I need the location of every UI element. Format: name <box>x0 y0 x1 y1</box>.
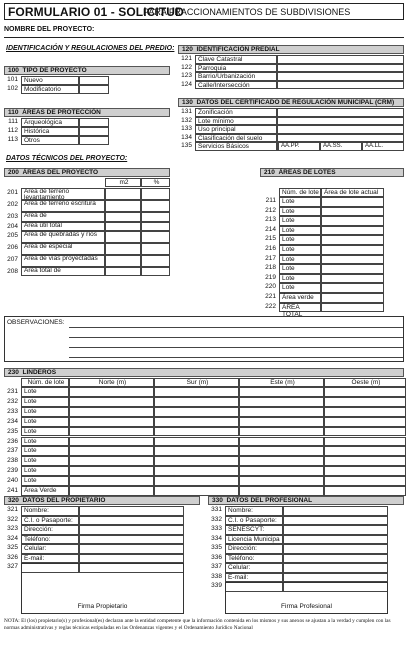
item-number: 234 <box>7 417 18 425</box>
area-label: Área de vías proyectadas <box>21 255 105 267</box>
item-number: 236 <box>7 437 18 445</box>
item-number: 336 <box>211 553 222 561</box>
item-number: 212 <box>265 206 276 214</box>
item-number: 112 <box>7 127 18 134</box>
linderos-value-field[interactable] <box>324 466 406 476</box>
area-m2-field[interactable] <box>105 222 141 231</box>
item-number: 325 <box>7 544 18 551</box>
area-m2-field[interactable] <box>105 267 141 276</box>
linderos-value-field[interactable] <box>154 456 239 466</box>
item-number: 132 <box>181 116 192 124</box>
area-m2-field[interactable] <box>105 188 141 200</box>
item-number: 214 <box>265 225 276 233</box>
linderos-value-field[interactable] <box>324 486 406 496</box>
linderos-lot-label: Lote <box>21 387 69 397</box>
linderos-value-field[interactable] <box>69 486 154 496</box>
form-subtitle: PARA FRACCIONAMIENTOS DE SUBDIVISIONES <box>143 7 351 17</box>
linderos-value-field[interactable] <box>239 486 324 496</box>
item-number: 335 <box>211 544 222 551</box>
linderos-value-field[interactable] <box>69 417 154 427</box>
block-120-header: 120 IDENTIFICACIÓN PREDIAL <box>178 45 404 54</box>
lot-area-field[interactable] <box>321 197 384 207</box>
linderos-value-field[interactable] <box>154 417 239 427</box>
linderos-col-header: Oeste (m) <box>324 378 406 387</box>
person-field-value[interactable] <box>283 544 388 554</box>
area-pct-field[interactable] <box>141 255 170 267</box>
linderos-lot-label: Lote <box>21 417 69 427</box>
item-number: 208 <box>7 268 18 275</box>
observations-box[interactable] <box>4 316 404 362</box>
person-field-label: E-mail: <box>21 554 79 564</box>
section-tech-title: DATOS TÉCNICOS DEL PROYECTO: <box>6 155 128 162</box>
item-number: 124 <box>181 80 192 88</box>
linderos-value-field[interactable] <box>324 407 406 417</box>
item-label: Zonificación <box>195 108 277 117</box>
person-field-value[interactable] <box>283 506 388 516</box>
person-field-label: Teléfono: <box>225 554 283 564</box>
lot-label: Lote <box>279 255 321 265</box>
linderos-value-field[interactable] <box>154 446 239 456</box>
item-number: 206 <box>7 244 18 251</box>
person-field-value[interactable] <box>283 535 388 545</box>
area-pct-field[interactable] <box>141 222 170 231</box>
linderos-lot-label: Lote <box>21 466 69 476</box>
item-number: 241 <box>7 487 18 494</box>
area-pct-field[interactable] <box>141 267 170 276</box>
item-number: 113 <box>7 136 18 143</box>
area-pct-field[interactable] <box>141 200 170 212</box>
item-number: 102 <box>7 85 18 92</box>
linderos-value-field[interactable] <box>154 397 239 407</box>
person-field-label: Nombre: <box>225 506 283 516</box>
item-number: 235 <box>7 427 18 435</box>
lot-area-field[interactable] <box>321 303 384 313</box>
item-number: 202 <box>7 201 18 208</box>
item-number: 134 <box>181 133 192 141</box>
linderos-value-field[interactable] <box>324 427 406 437</box>
linderos-value-field[interactable] <box>324 446 406 456</box>
lot-area-field[interactable] <box>321 293 384 303</box>
item-label: Histórica <box>21 127 79 136</box>
person-field-value[interactable] <box>79 535 184 545</box>
linderos-value-field[interactable] <box>239 397 324 407</box>
item-value-field[interactable] <box>79 118 109 127</box>
item-number: 131 <box>181 108 192 115</box>
linderos-value-field[interactable] <box>324 417 406 427</box>
person-field-label: Nombre: <box>21 506 79 516</box>
lot-label: Lote <box>279 245 321 255</box>
linderos-value-field[interactable] <box>239 417 324 427</box>
block-130-header: 130 DATOS DEL CERTIFICADO DE REGULACIÓN MUNICIPAL (CRM) <box>178 98 404 107</box>
item-value-field[interactable] <box>79 76 109 85</box>
person-field-value[interactable] <box>283 525 388 535</box>
linderos-value-field[interactable] <box>69 437 154 447</box>
linderos-value-field[interactable] <box>324 456 406 466</box>
linderos-value-field[interactable] <box>69 397 154 407</box>
item-number: 201 <box>7 189 18 196</box>
area-label: Área total de <box>21 267 105 276</box>
item-label: Servicios Básicos <box>195 142 277 151</box>
linderos-value-field[interactable] <box>154 466 239 476</box>
person-field-value[interactable] <box>79 516 184 526</box>
project-name-label: NOMBRE DEL PROYECTO: <box>4 26 95 33</box>
linderos-col-header: Sur (m) <box>154 378 239 387</box>
lot-label: Lote <box>279 283 321 293</box>
item-number: 338 <box>211 572 222 580</box>
item-number: 207 <box>7 256 18 263</box>
item-label: Clave Catastral <box>195 55 277 64</box>
person-field-label: C.I. o Pasaporte: <box>225 516 283 526</box>
area-label: Área de <box>21 212 105 222</box>
project-name-field[interactable] <box>4 26 404 38</box>
linderos-value-field[interactable] <box>154 486 239 496</box>
item-value-field[interactable] <box>79 85 109 94</box>
block-210-header: 210 ÁREAS DE LOTES <box>260 168 404 177</box>
block-110-header: 110 ÁREAS DE PROTECCIÓN <box>4 108 170 117</box>
service-checkbox[interactable]: AA.LL. <box>362 142 404 151</box>
item-number: 323 <box>7 525 18 532</box>
linderos-value-field[interactable] <box>69 476 154 486</box>
item-number: 237 <box>7 447 18 455</box>
linderos-value-field[interactable] <box>324 387 406 397</box>
item-number: 332 <box>211 515 222 523</box>
section-ident-title: IDENTIFICACIÓN Y REGULACIONES DEL PREDIO: <box>6 45 175 52</box>
item-number: 324 <box>7 534 18 542</box>
lot-label: Lote <box>279 207 321 217</box>
item-value-field[interactable] <box>277 134 404 143</box>
item-number: 333 <box>211 525 222 532</box>
linderos-value-field[interactable] <box>154 476 239 486</box>
legal-note: NOTA: El (los) propietario(s) y profesional(es) declaran ante la entidad competente que la información contenida en los mismos y sus anexos se ajustan a la verdad y cumplen con las normas administrativas y reglas técnicas estipuladas en las Ordenanzas vigentes y el Ordenamiento Jurídico Nacional <box>4 618 391 631</box>
area-label: Área de terreno escritura <box>21 200 105 212</box>
lot-label: Lote <box>279 216 321 226</box>
linderos-lot-label: Lote <box>21 476 69 486</box>
person-field-value[interactable] <box>79 544 184 554</box>
lot-area-field[interactable] <box>321 274 384 284</box>
linderos-value-field[interactable] <box>239 476 324 486</box>
person-field-label: SENESCYT: <box>225 525 283 535</box>
item-number: 337 <box>211 563 222 570</box>
item-value-field[interactable] <box>79 136 109 145</box>
lot-label: Lote <box>279 197 321 207</box>
service-checkbox[interactable]: AA.SS. <box>320 142 362 151</box>
person-field-value[interactable] <box>283 516 388 526</box>
item-number: 211 <box>265 197 276 204</box>
lot-area-field[interactable] <box>321 264 384 274</box>
linderos-value-field[interactable] <box>154 427 239 437</box>
person-field-value[interactable] <box>283 573 388 583</box>
col-lot-area-header: Área de lote actual <box>321 188 384 197</box>
item-number: 133 <box>181 125 192 132</box>
col-lot-number-header: Núm. de lote <box>279 188 321 197</box>
form-title: FORMULARIO 01 - SOLICITUD <box>8 5 184 19</box>
linderos-value-field[interactable] <box>324 437 406 447</box>
item-value-field[interactable] <box>277 55 404 64</box>
form-header <box>4 3 404 20</box>
item-number: 215 <box>265 235 276 243</box>
item-number: 339 <box>211 582 222 589</box>
signature-caption: Firma Profesional <box>281 603 332 610</box>
item-number: 222 <box>265 302 276 310</box>
area-m2-field[interactable] <box>105 200 141 212</box>
item-number: 321 <box>7 506 18 513</box>
linderos-value-field[interactable] <box>69 387 154 397</box>
area-label: Área de especial <box>21 243 105 255</box>
item-number: 322 <box>7 515 18 523</box>
item-value-field[interactable] <box>277 125 404 134</box>
linderos-lot-label: Lote <box>21 437 69 447</box>
item-number: 219 <box>265 273 276 281</box>
item-number: 213 <box>265 216 276 224</box>
linderos-value-field[interactable] <box>239 427 324 437</box>
item-label: Otros <box>21 136 79 145</box>
linderos-value-field[interactable] <box>154 407 239 417</box>
person-field-label: Teléfono: <box>21 535 79 545</box>
item-label: Clasificación del suelo <box>195 134 277 143</box>
person-field-label: E-mail: <box>225 573 283 583</box>
linderos-value-field[interactable] <box>154 437 239 447</box>
item-number: 331 <box>211 506 222 513</box>
item-number: 240 <box>7 477 18 485</box>
person-field-label: C.I. o Pasaporte: <box>21 516 79 526</box>
lot-label: Lote <box>279 226 321 236</box>
item-number: 231 <box>7 388 18 395</box>
linderos-value-field[interactable] <box>324 476 406 486</box>
item-number: 135 <box>181 142 192 149</box>
lot-area-field[interactable] <box>321 255 384 265</box>
item-number: 217 <box>265 254 276 262</box>
item-value-field[interactable] <box>277 81 404 90</box>
block-100-header: 100 TIPO DE PROYECTO <box>4 66 170 75</box>
linderos-lot-label: Lote <box>21 446 69 456</box>
linderos-col-header: Núm. de lote <box>21 378 69 387</box>
lot-area-field[interactable] <box>321 216 384 226</box>
col-m2-header: m2 <box>105 178 141 187</box>
item-label: Barrio/Urbanización <box>195 72 277 81</box>
item-value-field[interactable] <box>79 127 109 136</box>
item-number: 204 <box>7 223 18 230</box>
block-320-header: 320 DATOS DEL PROPIETARIO <box>4 496 200 505</box>
item-number: 121 <box>181 55 192 62</box>
person-field-label: Licencia Municipa <box>225 535 283 545</box>
person-field-label: Dirección: <box>21 525 79 535</box>
person-field-value[interactable] <box>283 563 388 573</box>
item-number: 123 <box>181 72 192 79</box>
linderos-value-field[interactable] <box>69 427 154 437</box>
linderos-lot-label: Lote <box>21 407 69 417</box>
item-number: 238 <box>7 457 18 465</box>
area-m2-field[interactable] <box>105 243 141 255</box>
linderos-lot-label: Lote <box>21 427 69 437</box>
person-field-value[interactable] <box>283 554 388 564</box>
lot-area-field[interactable] <box>321 235 384 245</box>
item-number: 203 <box>7 213 18 220</box>
item-number: 327 <box>7 563 18 570</box>
item-label: Lote mínimo <box>195 117 277 126</box>
area-pct-field[interactable] <box>141 188 170 200</box>
lot-area-field[interactable] <box>321 283 384 293</box>
item-number: 218 <box>265 264 276 272</box>
lot-label: Lote <box>279 274 321 284</box>
item-number: 111 <box>8 118 18 125</box>
lot-label: Lote <box>279 264 321 274</box>
lot-area-field[interactable] <box>321 226 384 236</box>
item-number: 233 <box>7 407 18 415</box>
linderos-value-field[interactable] <box>239 387 324 397</box>
block-200-header: 200 ÁREAS DEL PROYECTO <box>4 168 170 177</box>
area-m2-field[interactable] <box>105 231 141 243</box>
lot-label: ÁREA TOTAL <box>279 303 321 313</box>
area-pct-field[interactable] <box>141 212 170 222</box>
linderos-value-field[interactable] <box>69 407 154 417</box>
linderos-value-field[interactable] <box>239 466 324 476</box>
lot-label: Área verde <box>279 293 321 303</box>
linderos-lot-label: Área Verde <box>21 486 69 496</box>
linderos-lot-label: Lote <box>21 456 69 466</box>
col-pct-header: % <box>141 178 170 187</box>
linderos-value-field[interactable] <box>324 397 406 407</box>
area-label: Área de quebradas y ríos <box>21 231 105 243</box>
linderos-value-field[interactable] <box>239 456 324 466</box>
lot-label: Lote <box>279 235 321 245</box>
linderos-value-field[interactable] <box>239 407 324 417</box>
item-value-field[interactable] <box>277 117 404 126</box>
area-pct-field[interactable] <box>141 243 170 255</box>
lot-area-field[interactable] <box>321 245 384 255</box>
person-field-label: Dirección: <box>225 544 283 554</box>
linderos-lot-label: Lote <box>21 397 69 407</box>
person-field-value[interactable] <box>79 554 184 564</box>
item-number: 326 <box>7 553 18 561</box>
linderos-value-field[interactable] <box>69 466 154 476</box>
item-label: Arqueológica <box>21 118 79 127</box>
block-230-header: 230 LINDEROS <box>4 368 404 377</box>
item-label: Calle/Intersección <box>195 81 277 90</box>
area-pct-field[interactable] <box>141 231 170 243</box>
service-checkbox[interactable]: AA.PP. <box>278 142 320 151</box>
item-number: 101 <box>7 76 18 83</box>
item-number: 122 <box>181 63 192 71</box>
area-label: Área útil total <box>21 222 105 231</box>
item-value-field[interactable] <box>277 72 404 81</box>
item-label: Uso principal <box>195 125 277 134</box>
linderos-col-header: Norte (m) <box>69 378 154 387</box>
area-m2-field[interactable] <box>105 255 141 267</box>
item-value-field[interactable] <box>277 64 404 73</box>
area-m2-field[interactable] <box>105 212 141 222</box>
signature-caption: Firma Propietario <box>77 603 128 610</box>
linderos-value-field[interactable] <box>69 446 154 456</box>
item-number: 221 <box>265 293 276 300</box>
item-label: Parroquia <box>195 64 277 73</box>
person-field-value[interactable] <box>79 525 184 535</box>
linderos-value-field[interactable] <box>239 446 324 456</box>
person-field-label: Celular: <box>225 563 283 573</box>
item-number: 334 <box>211 534 222 542</box>
observations-label: OBSERVACIONES: <box>7 319 65 326</box>
linderos-col-header: Este (m) <box>239 378 324 387</box>
item-number: 239 <box>7 467 18 475</box>
linderos-value-field[interactable] <box>154 387 239 397</box>
item-label: Modificatorio <box>21 85 79 94</box>
person-field-label: Celular: <box>21 544 79 554</box>
item-number: 216 <box>265 245 276 252</box>
item-number: 220 <box>265 283 276 291</box>
linderos-value-field[interactable] <box>69 456 154 466</box>
block-330-header: 330 DATOS DEL PROFESIONAL <box>208 496 404 505</box>
item-number: 205 <box>7 232 18 239</box>
item-value-field[interactable] <box>277 108 404 117</box>
area-label: Área de terreno levantamiento <box>21 188 105 200</box>
item-label: Nuevo <box>21 76 79 85</box>
linderos-value-field[interactable] <box>239 437 324 447</box>
item-number: 232 <box>7 397 18 405</box>
lot-area-field[interactable] <box>321 207 384 217</box>
person-field-value[interactable] <box>79 506 184 516</box>
